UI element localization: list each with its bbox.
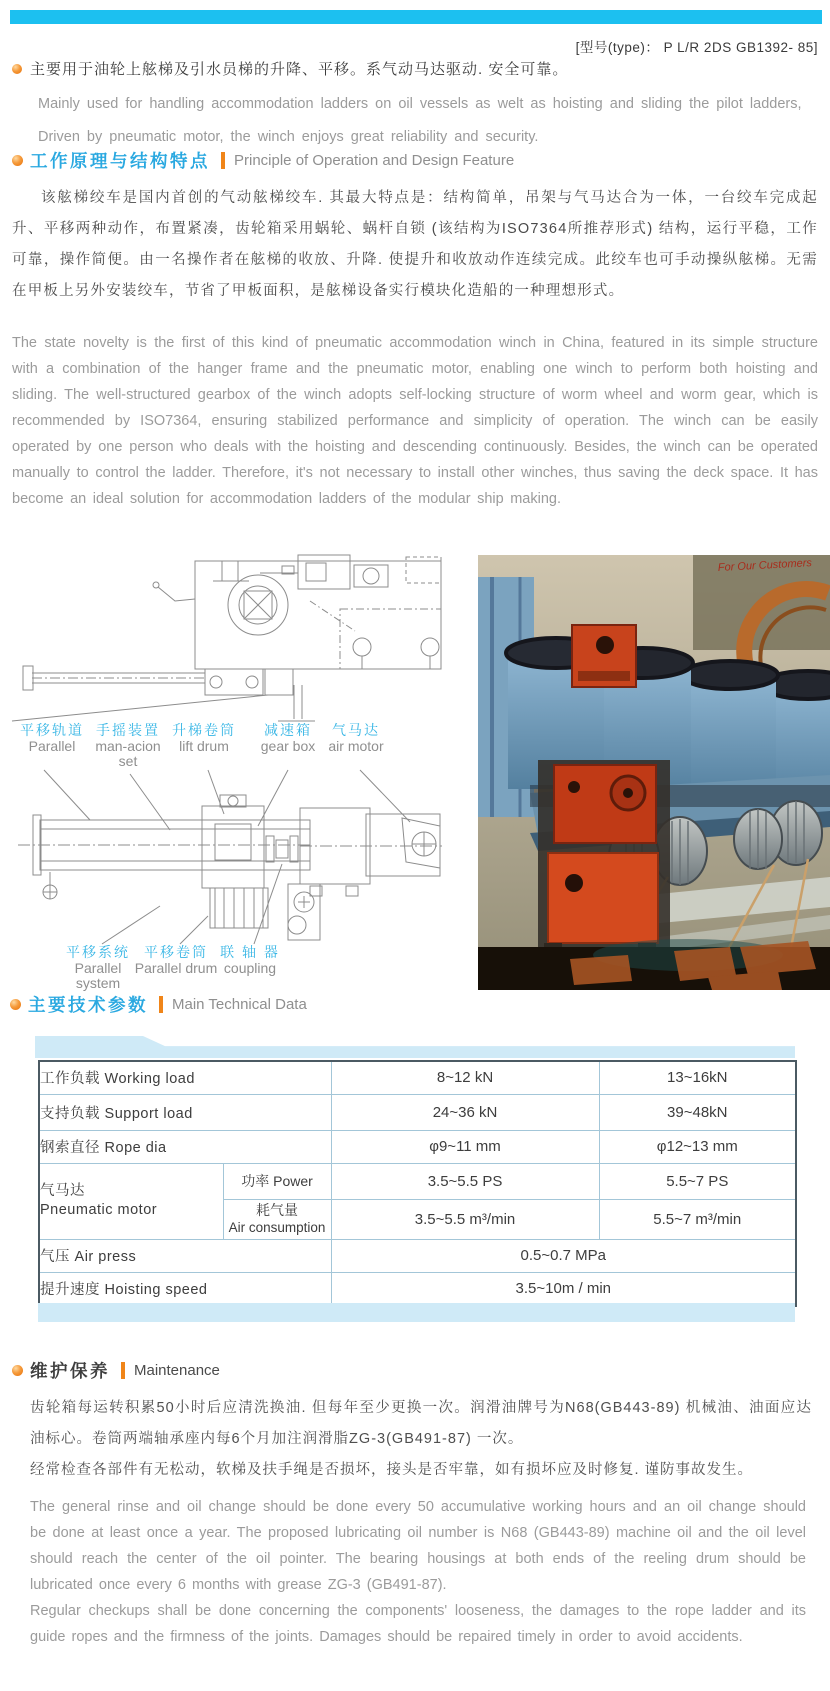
row-value-2: φ12~13 mm [599,1130,796,1163]
row-value-1: 8~12 kN [331,1061,599,1094]
label-coupling: 联 轴 器 coupling [220,944,280,976]
row-label: 提升速度 Hoisting speed [39,1272,331,1306]
table-top-accent [35,1036,795,1058]
bullet-icon [12,155,23,166]
label-man-action-set: 手摇装置 man-acion set [95,722,161,769]
section-title-zh: 维护保养 [30,1361,110,1381]
row-value-2: 5.5~7 m³/min [599,1199,796,1239]
divider-bar-icon [121,1362,125,1379]
row-value-1: 24~36 kN [331,1094,599,1130]
sub-label-power: 功率 Power [223,1163,331,1199]
label-parallel-rail: 平移轨道 Parallel [20,722,84,754]
section-heading-maintenance [12,1358,220,1383]
side-view-drawing [10,768,445,946]
row-label: 支持负载 Support load [39,1094,331,1130]
label-gear-box: 减速箱 gear box [260,722,316,754]
section-heading-technical-data [10,992,307,1017]
maintenance-en-para2: Regular checkups shall be done concerning the components' looseness, the damages to the rope ladder and its guide ropes and the firmness of the joints. Damages should be repaired timely in order to avoid accidents. [30,1603,806,1645]
row-label: 钢索直径 Rope dia [39,1130,331,1163]
maintenance-zh-para2: 经常检查各部件有无松动，软梯及扶手绳是否损坏，接头是否牢靠，如有损坏应及时修复. 谨防事故发生。 [30,1462,754,1478]
bullet-icon [10,999,21,1010]
winch-photo [478,555,830,990]
label-lift-drum: 升梯卷筒 lift drum [172,722,236,754]
principle-body-en: The state novelty is the first of this kind of pneumatic accommodation winch in China, featured in its simple structure with a combination of the hanger frame and the pneumatic motor, enabling one winch to perform both hoisting and sliding. The well-structured gearbox of the winch adopts self-locking structure of worm wheel and worm gear, which is recommended by ISO7364, ensuring stabilized performance and simplicity of operation. The winch can be easily operated by one person who deals with the hoisting and descending continuously. Besides, the winch can be operated manually to control the ladder. Therefore, it's not necessary to install other winches, thus saving the deck space. It has become an ideal solution for accommodation ladders of the modular ship making. [12,335,818,507]
row-value: 3.5~10m / min [331,1272,796,1306]
section-title-zh: 主要技术参数 [28,995,148,1015]
maintenance-zh-para1: 齿轮箱每运转积累50小时后应清洗换油. 但每年至少更换一次。润滑油牌号为N68(GB443-89) 机械油、油面应达油标心。卷筒两端轴承座内每6个月加注润滑脂ZG-3(GB491-87) 一次。 [30,1400,812,1447]
maintenance-en-para1: The general rinse and oil change should be done every 50 accumulative working hours and an oil change should be done at least once a year. The proposed lubricating oil number is N68 (GB443-89) machine oil and the oil level should reach the center of the oil pointer. The bearing housings at both ends of the reeling drum should be lubricated once every 6 months with grease ZG-3 (GB491-87). [30,1499,806,1593]
label-air-motor: 气马达 air motor [328,722,384,754]
divider-bar-icon [159,996,163,1013]
table-row [39,1061,796,1094]
label-parallel-system: 平移系统 Parallel system [66,944,130,991]
intro-bullet-line [12,58,818,79]
row-label: 气压 Air press [39,1239,331,1272]
maintenance-body-zh [30,1393,812,1486]
table-row [39,1163,796,1199]
intro-text-zh: 主要用于油轮上舷梯及引水员梯的升降、平移。系气动马达驱动. 安全可靠。 [30,61,569,78]
row-label: 工作负载 Working load [39,1061,331,1094]
row-value-2: 39~48kN [599,1094,796,1130]
section-heading-principle [12,148,514,173]
bullet-icon [12,64,22,74]
table-row [39,1094,796,1130]
intro-en-line1: Mainly used for handling accommodation ladders on oil vessels as welt as hoisting and sliding the pilot ladders, [38,96,802,112]
intro-en-line2: Driven by pneumatic motor, the winch enjoys great reliability and security. [38,129,539,145]
table-row [39,1272,796,1306]
row-value-1: φ9~11 mm [331,1130,599,1163]
technical-data-table [38,1060,797,1307]
section-title-en: Maintenance [134,1362,220,1379]
sub-label-air-consumption: 耗气量 Air consumption [223,1199,331,1239]
top-view-drawing [10,553,445,725]
side-view-lines [18,770,442,944]
bullet-icon [12,1365,23,1376]
row-value: 0.5~0.7 MPa [331,1239,796,1272]
row-value-1: 3.5~5.5 m³/min [331,1199,599,1239]
label-parallel-drum: 平移卷筒 Parallel drum [134,944,218,976]
table-bottom-accent [38,1303,795,1322]
intro-text-en [38,88,818,154]
section-title-zh: 工作原理与结构特点 [30,151,210,171]
divider-bar-icon [221,152,225,169]
top-accent-bar [10,10,822,24]
row-label-pneumatic-motor: 气马达 Pneumatic motor [39,1163,223,1239]
row-value-1: 3.5~5.5 PS [331,1163,599,1199]
section-title-en: Principle of Operation and Design Feature [234,152,515,169]
principle-body-zh: 该舷梯绞车是国内首创的气动舷梯绞车. 其最大特点是：结构简单，吊架与气马达合为一体，一台绞车完成起升、平移两种动作，布置紧凑，齿轮箱采用蜗轮、蜗杆自锁 (该结构为ISO7364所推荐形式) 结构，运行平稳，工作可靠，操作简便。由一名操作者在舷梯的收放、升降. 使提升和收放动作连续完成。此绞车也可手动操纵舷梯。无需在甲板上另外安装绞车，节省了甲板面积，是舷梯设备实行模块化造船的一种理想形式。 [12,190,818,299]
table-row [39,1239,796,1272]
row-value-2: 5.5~7 PS [599,1163,796,1199]
table-row [39,1130,796,1163]
top-view-lines [12,555,441,721]
row-value-2: 13~16kN [599,1061,796,1094]
photo-overlay-text: For Our Customers [717,557,813,574]
maintenance-body-en [30,1494,806,1650]
section-title-en: Main Technical Data [172,996,307,1013]
model-type-label: [型号(type)： P L/R 2DS GB1392- 85] [575,40,818,55]
